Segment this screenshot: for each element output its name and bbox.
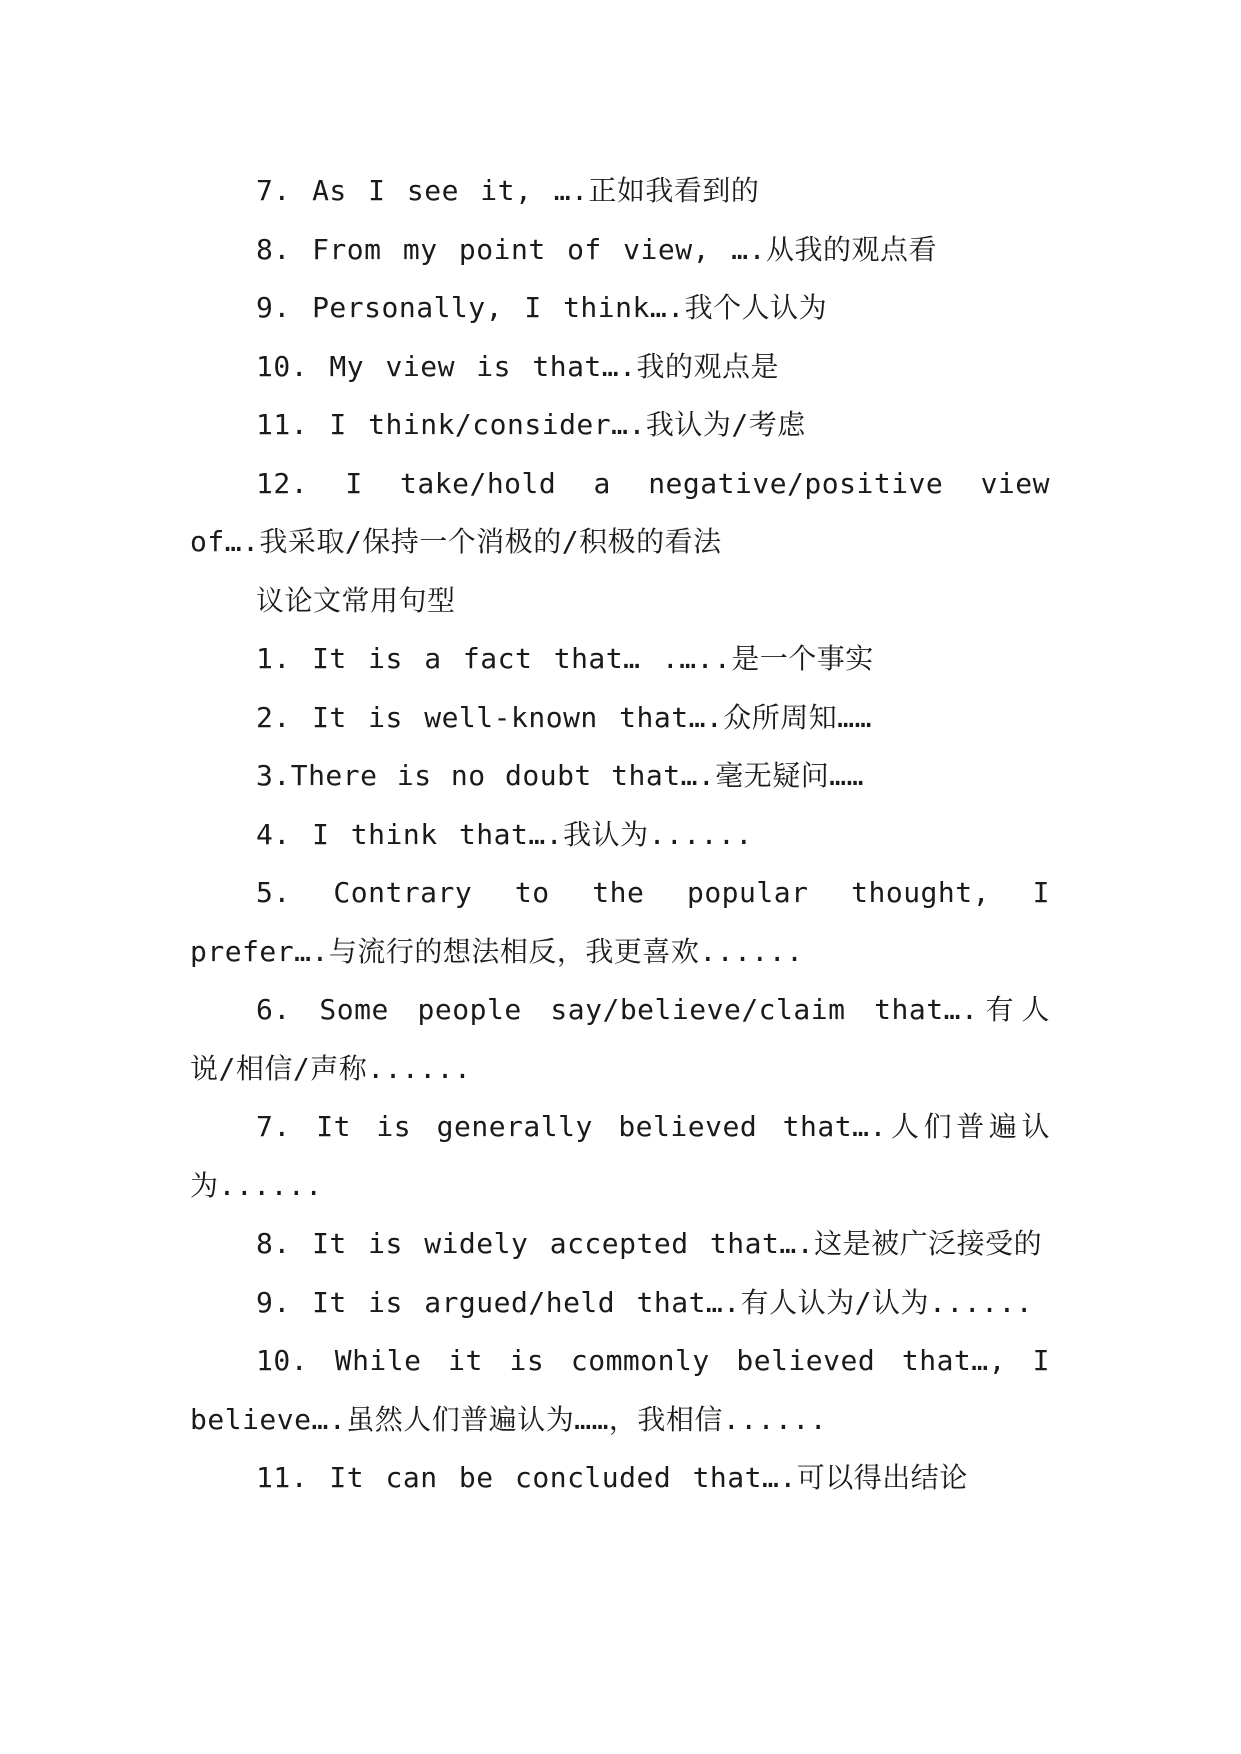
sentence-pattern-9: 9. It is argued/held that….有人认为/认为...... [256,1285,1034,1319]
sentence-pattern-11: 11. It can be concluded that….可以得出结论 [256,1461,968,1494]
sentence-pattern-2: 2. It is well-known that….众所周知…… [256,700,873,734]
phrase-line-7: 7. As I see it, ….正如我看到的 [256,174,760,207]
sentence-pattern-6: 6. Some people say/believe/claim that….有人说/相信/声称...... [190,993,1050,1085]
document-body [190,162,1050,1508]
phrase-line-11: 11. I think/consider….我认为/考虑 [256,408,806,441]
sentence-pattern-5: 5. Contrary to the popular thought, I prefer….与流行的想法相反，我更喜欢...... [190,876,1050,968]
sentence-pattern-8: 8. It is widely accepted that….这是被广泛接受的 [256,1227,1043,1260]
section-heading: 议论文常用句型 [256,583,456,617]
phrase-line-10: 10. My view is that….我的观点是 [256,349,780,383]
phrase-line-12: 12. I take/hold a negative/positive view of….我采取/保持一个消极的/积极的看法 [190,466,1050,558]
sentence-pattern-7: 7. It is generally believed that….人们普遍认为...... [190,1110,1050,1202]
sentence-pattern-10: 10. While it is commonly believed that…, I believe….虽然人们普遍认为……，我相信...... [190,1344,1050,1436]
sentence-pattern-1: 1. It is a fact that… .…..是一个事实 [256,642,874,675]
phrase-line-9: 9. Personally, I think….我个人认为 [256,291,828,324]
sentence-pattern-4: 4. I think that….我认为...... [256,817,753,851]
sentence-pattern-3: 3.There is no doubt that….毫无疑问…… [256,759,865,792]
phrase-line-8: 8. From my point of view, ….从我的观点看 [256,232,938,266]
